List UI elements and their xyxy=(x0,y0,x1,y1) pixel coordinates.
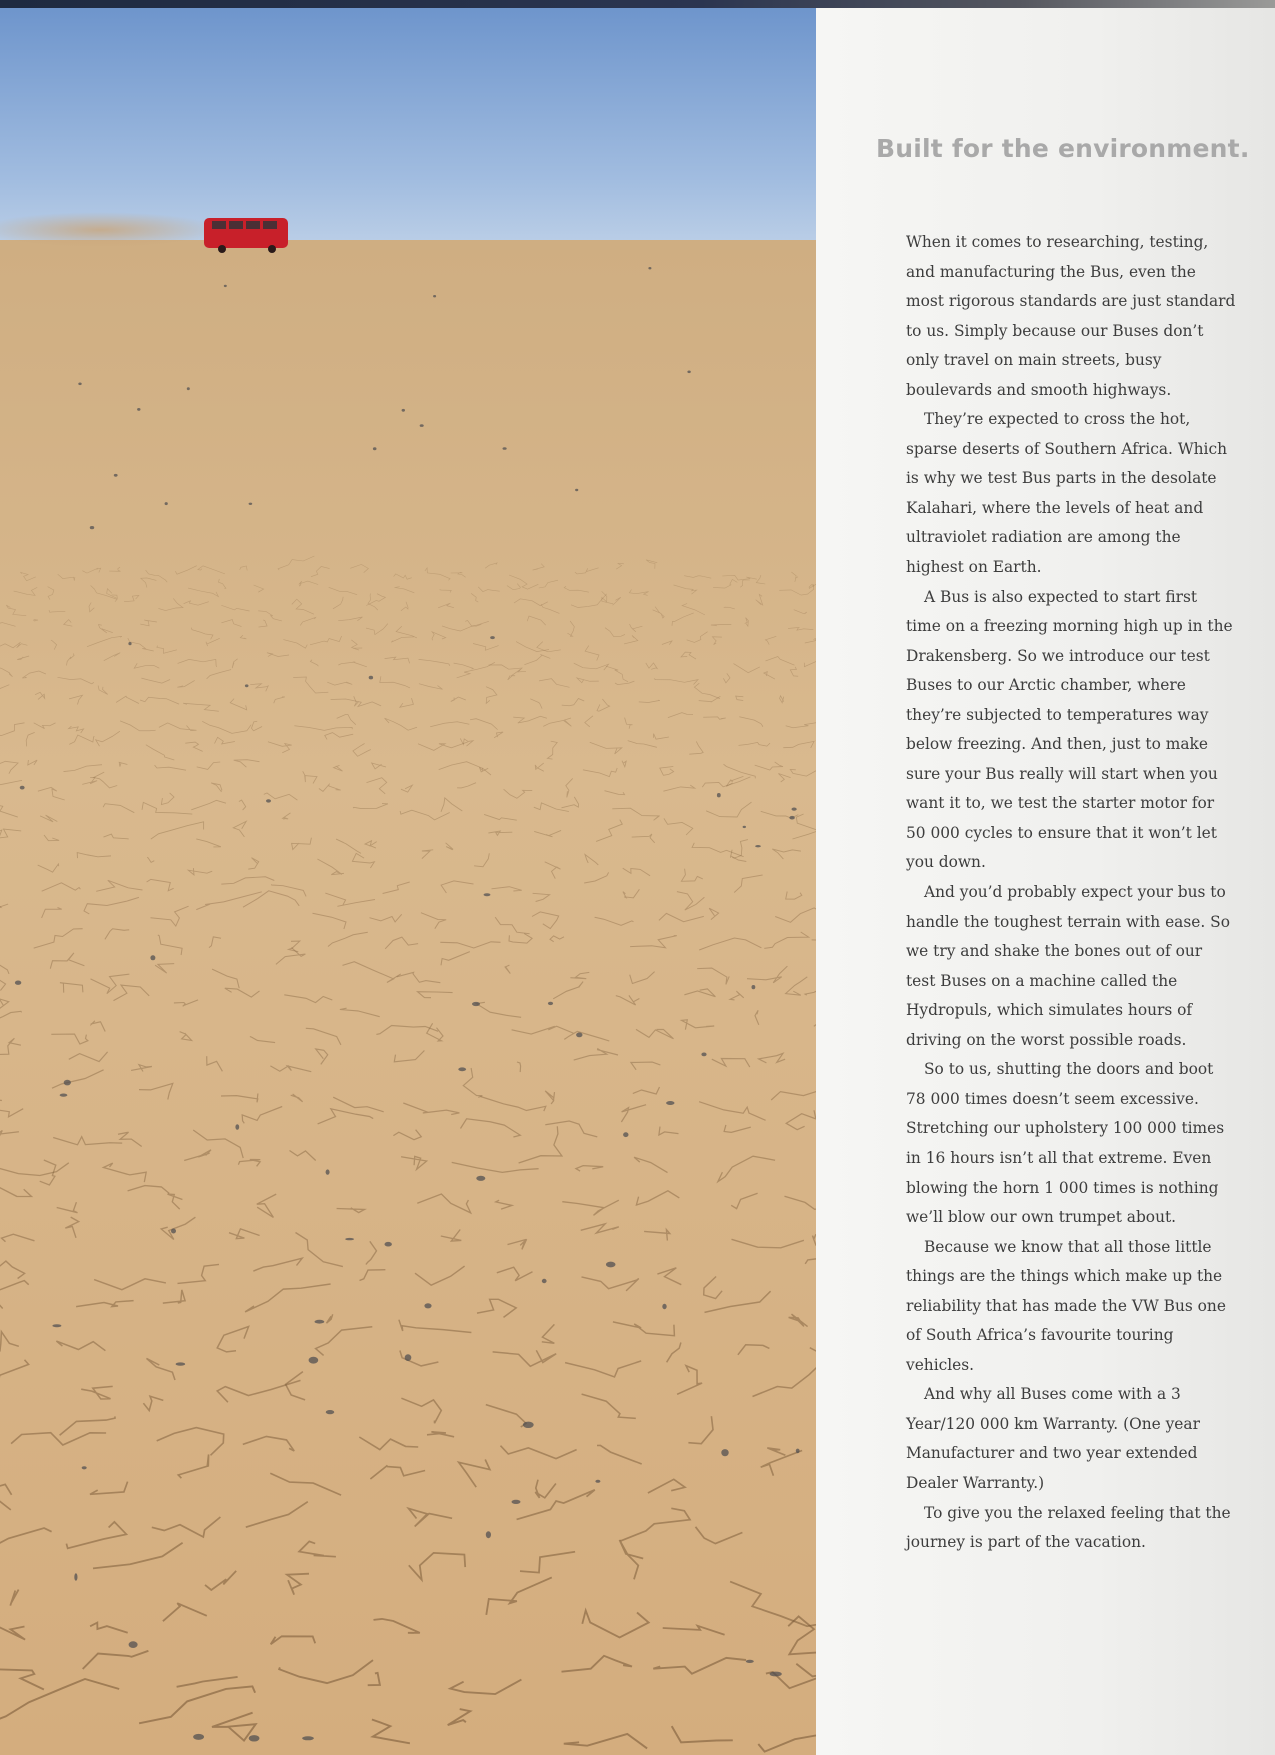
pebble xyxy=(64,1080,71,1086)
pebble xyxy=(595,1480,600,1483)
pebble xyxy=(249,503,253,505)
pebble xyxy=(743,826,746,828)
pebble xyxy=(792,808,797,811)
pebble xyxy=(490,636,495,639)
pebble xyxy=(402,409,405,412)
pebble xyxy=(648,267,651,269)
paragraph: Because we know that all those little things are the things which make up the reliability that has made the VW Bus one of South Africa’s favourite touring vehicles. xyxy=(906,1237,1226,1374)
pebble xyxy=(187,387,190,390)
pebble xyxy=(721,1449,728,1456)
paragraph: A Bus is also expected to start first time on a freezing morning high up in the Drakensberg. So we introduce our test Buses to our Arctic chamber, where they’re subjected to temperatures way below freezing. And then, just to make sure your Bus really will start when you want it to, we test the starter motor for 50 000 cycles to ensure that it won’t let you down. xyxy=(906,587,1233,872)
pebble xyxy=(114,474,118,477)
pebble xyxy=(476,1176,485,1181)
pebble xyxy=(176,1362,186,1365)
pebble xyxy=(128,642,131,645)
pebble xyxy=(326,1410,334,1414)
pebble xyxy=(486,1531,491,1538)
pebble xyxy=(369,676,373,680)
pebble xyxy=(309,1357,319,1364)
pebble xyxy=(90,526,94,529)
pebble xyxy=(542,1279,547,1283)
pebble xyxy=(405,1354,412,1361)
sky xyxy=(0,8,816,240)
article-heading: Built for the environment. xyxy=(876,134,1250,163)
pebble xyxy=(345,1238,354,1240)
pebble xyxy=(789,816,794,820)
paragraph: When it comes to researching, testing, and manufacturing the Bus, even the most rigorous standards are just standard to us. Simply because our Buses don’t only travel on main streets, busy boulevards and smooth highways. xyxy=(906,233,1236,399)
pebble xyxy=(662,1304,666,1309)
desert-photo-canvas xyxy=(0,8,816,1755)
pebble xyxy=(548,1002,553,1005)
pebble xyxy=(458,1067,466,1071)
pebble xyxy=(770,1672,782,1677)
pebble xyxy=(150,955,155,960)
pebble xyxy=(424,1303,431,1308)
pebble xyxy=(576,1033,582,1038)
paragraph: And you’d probably expect your bus to handle the toughest terrain with ease. So we try and shake the bones out of our test Buses on a machine called the Hydropuls, which simulates hours of driving on the worst possible roads. xyxy=(906,883,1230,1049)
pebble xyxy=(165,502,168,505)
pebble xyxy=(523,1422,534,1428)
pebble xyxy=(52,1324,61,1327)
pebble xyxy=(472,1002,480,1006)
pebble xyxy=(606,1262,616,1268)
pebble xyxy=(373,447,377,450)
pebble xyxy=(245,684,249,687)
pebble xyxy=(687,371,690,374)
pebble xyxy=(623,1132,628,1137)
pebble xyxy=(224,285,227,287)
pebble xyxy=(575,489,578,491)
paragraph: They’re expected to cross the hot, sparse deserts of Southern Africa. Which is why we test Bus parts in the desolate Kalahari, where the levels of heat and ultraviolet radiation are among the highest on Earth. xyxy=(906,410,1228,577)
pebble xyxy=(746,1660,754,1663)
article-body xyxy=(906,228,1236,1558)
pebble xyxy=(302,1736,314,1740)
top-edge-bar xyxy=(0,0,1275,8)
pebble xyxy=(60,1094,68,1097)
pebble xyxy=(193,1734,204,1740)
pebble xyxy=(129,1641,138,1648)
pebble xyxy=(666,1101,674,1105)
pebble xyxy=(717,793,721,797)
pebble xyxy=(796,1449,800,1454)
pebble xyxy=(326,1169,330,1174)
pebble xyxy=(137,408,140,411)
pebble xyxy=(503,447,507,450)
pebble xyxy=(433,295,436,297)
pebble xyxy=(752,985,756,989)
pebble xyxy=(171,1229,176,1234)
pebble xyxy=(385,1242,392,1247)
pebble xyxy=(512,1500,521,1504)
pebble xyxy=(420,424,424,427)
pebble xyxy=(78,383,81,386)
pebble xyxy=(249,1735,260,1741)
red-bus-icon xyxy=(204,218,288,253)
pebble xyxy=(484,893,491,896)
pebble xyxy=(315,1320,325,1324)
paragraph: So to us, shutting the doors and boot 78 000 times doesn’t seem excessive. Stretching our upholstery 100 000 times in 16 hours isn’t all that extreme. Even blowing the horn 1 000 times is nothing we’ll blow our own trumpet about. xyxy=(906,1060,1225,1227)
pebble xyxy=(20,786,25,790)
pebble xyxy=(235,1124,239,1130)
desert-ground xyxy=(0,240,816,1755)
pebble xyxy=(266,799,271,802)
paragraph: To give you the relaxed feeling that the journey is part of the vacation. xyxy=(906,1503,1231,1552)
pebble xyxy=(701,1053,706,1057)
paragraph: And why all Buses come with a 3 Year/120 000 km Warranty. (One year Manufacturer and two year extended Dealer Warranty.) xyxy=(906,1385,1200,1492)
pebble xyxy=(15,981,21,985)
pebble xyxy=(82,1466,87,1469)
pebble xyxy=(74,1573,77,1581)
pebble xyxy=(755,845,761,847)
desert-photo xyxy=(0,8,816,1755)
